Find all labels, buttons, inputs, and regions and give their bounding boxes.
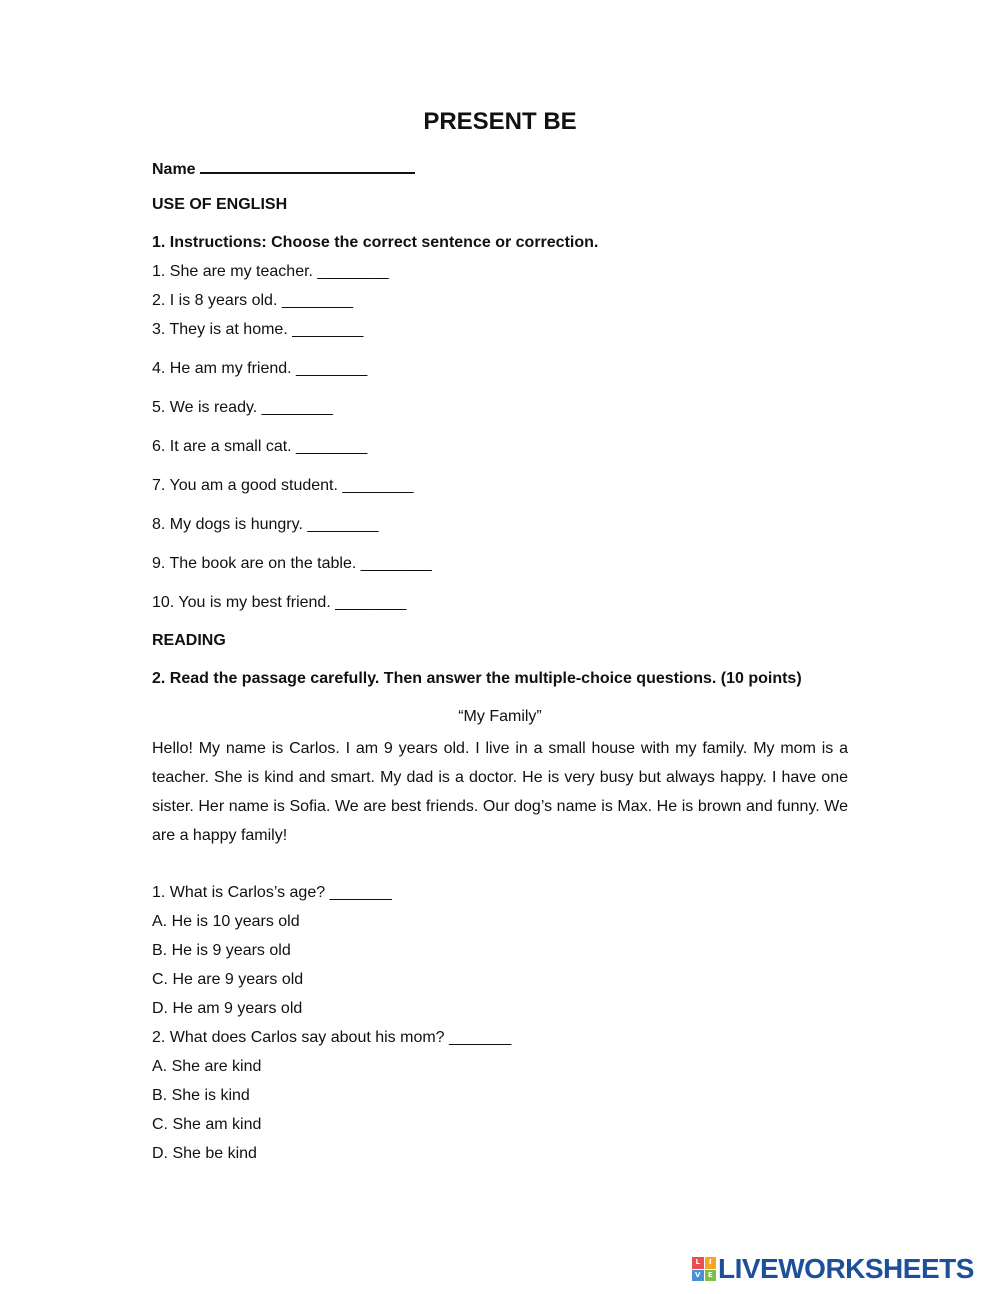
- exercise-item: 2. I is 8 years old. ________: [152, 292, 354, 309]
- answer-option[interactable]: C. He are 9 years old: [152, 971, 304, 988]
- answer-option[interactable]: C. She am kind: [152, 1116, 262, 1133]
- exercise-item: 8. My dogs is hungry. ________: [152, 516, 379, 533]
- answer-option[interactable]: A. He is 10 years old: [152, 913, 300, 930]
- use-of-english-heading: USE OF ENGLISH: [152, 196, 288, 213]
- passage-title: “My Family”: [458, 708, 542, 725]
- answer-option[interactable]: D. He am 9 years old: [152, 1000, 303, 1017]
- exercise-item: 3. They is at home. ________: [152, 321, 364, 338]
- exercise-item: 9. The book are on the table. ________: [152, 555, 432, 572]
- question: 2. What does Carlos say about his mom? _______: [152, 1029, 512, 1046]
- reading-passage: Hello! My name is Carlos. I am 9 years old. I live in a small house with my family. My mom is a teacher. She is kind and smart. My dad is a doctor. He is very busy but always happy. I have one sister. Her name is Sofia. We are best friends. Our dog’s name is Max. He is brown and funny. We are a happy family!: [152, 740, 848, 844]
- liveworksheets-logo: [692, 1254, 974, 1284]
- question: 1. What is Carlos’s age? _______: [152, 884, 392, 901]
- name-blank[interactable]: [200, 158, 415, 174]
- answer-option[interactable]: D. She be kind: [152, 1145, 257, 1162]
- name-line: [152, 158, 415, 179]
- answer-option[interactable]: A. She are kind: [152, 1058, 262, 1075]
- reading-heading: READING: [152, 632, 226, 649]
- exercise-item: 7. You am a good student. ________: [152, 477, 414, 494]
- answer-option[interactable]: B. She is kind: [152, 1087, 250, 1104]
- logo-mark-icon: L I V E: [692, 1257, 716, 1281]
- use-of-english-instructions: 1. Instructions: Choose the correct sentence or correction.: [152, 234, 599, 251]
- exercise-item: 10. You is my best friend. ________: [152, 594, 407, 611]
- logo-text: LIVEWORKSHEETS: [718, 1253, 974, 1284]
- exercise-item: 5. We is ready. ________: [152, 399, 333, 416]
- exercise-item: 1. She are my teacher. ________: [152, 263, 389, 280]
- exercise-item: 6. It are a small cat. ________: [152, 438, 368, 455]
- answer-option[interactable]: B. He is 9 years old: [152, 942, 291, 959]
- reading-instructions: 2. Read the passage carefully. Then answer the multiple-choice questions. (10 points): [152, 670, 802, 687]
- name-label: Name: [152, 161, 196, 178]
- exercise-item: 4. He am my friend. ________: [152, 360, 368, 377]
- page-title: PRESENT BE: [423, 108, 577, 135]
